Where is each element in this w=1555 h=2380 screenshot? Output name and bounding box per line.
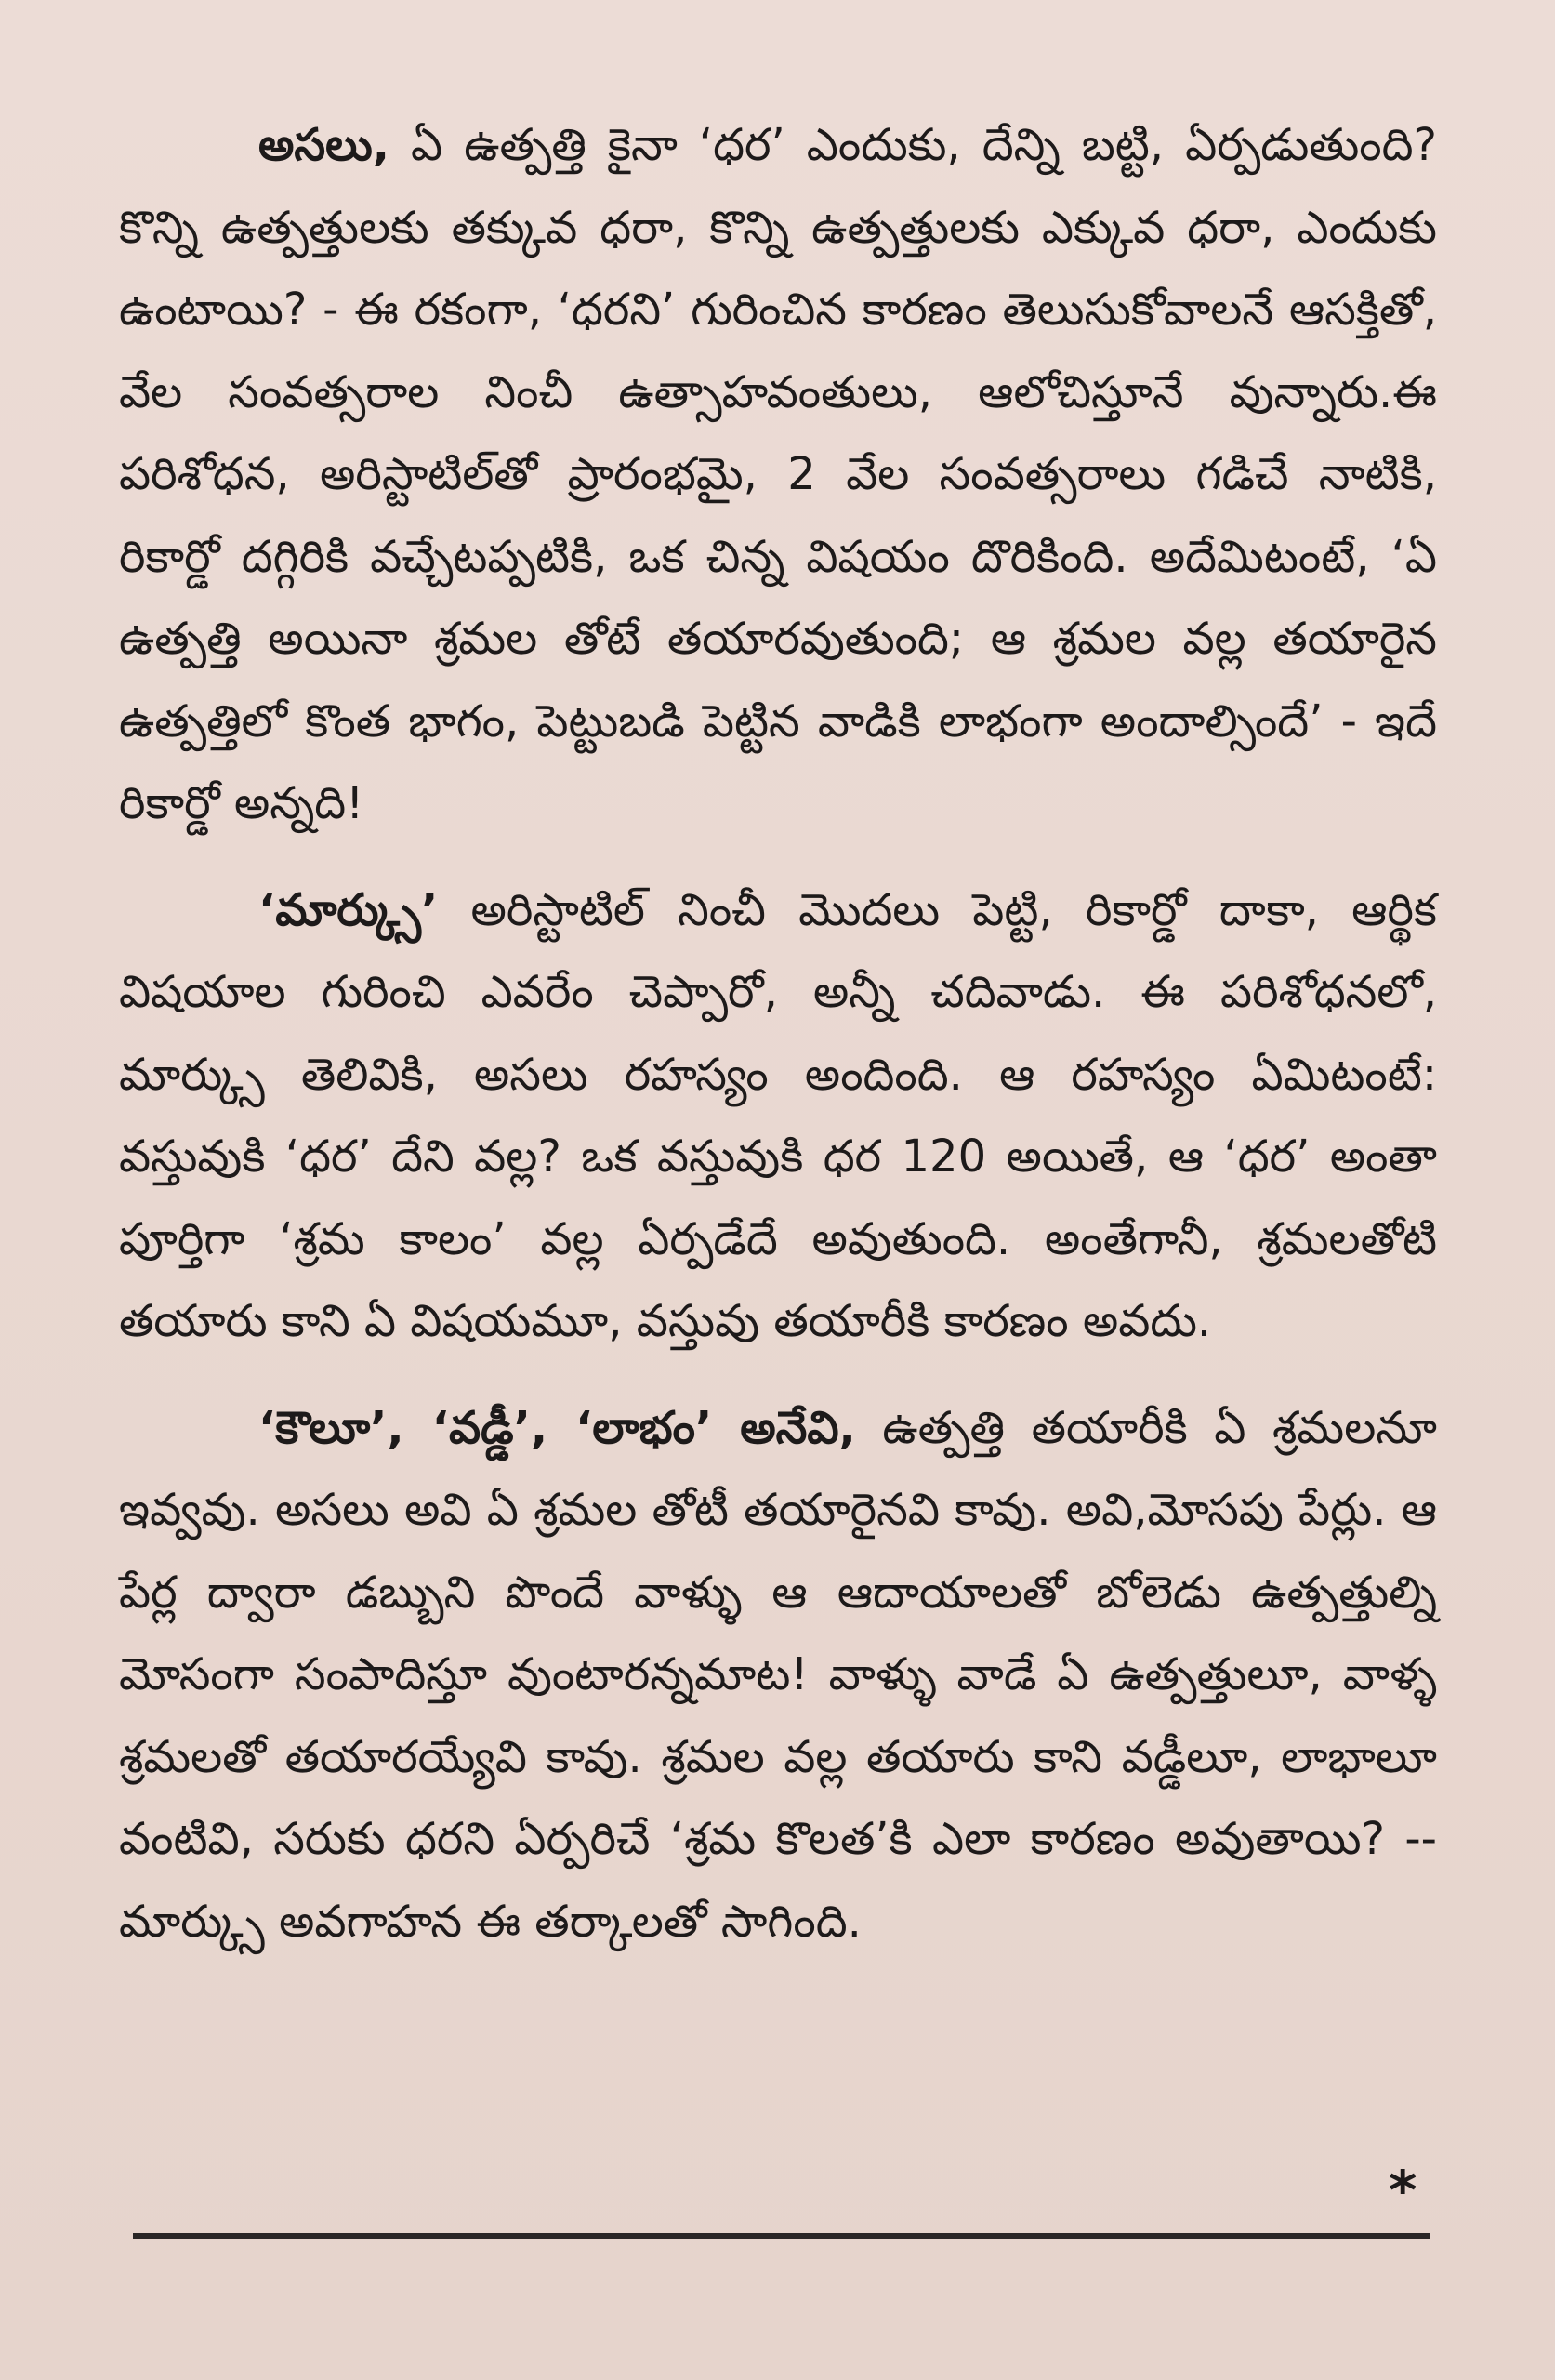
- paragraph-1-lead: అసలు,: [258, 119, 389, 171]
- bottom-divider: [133, 2233, 1430, 2239]
- paragraph-2: [119, 869, 1437, 1363]
- paragraph-2-text: అరిస్టాటిల్ నించీ మొదలు పెట్టి, రికార్డో దాకా, ఆర్థిక విషయాల గురించి ఎవరేం చెప్పారో, అన్నీ చదివాడు. ఈ పరిశోధనలో, మార్క్సు తెలివికి, అసలు రహస్యం అందింది. ఆ రహస్యం ఏమిటంటే: వస్తువుకి ‘ధర’ దేని వల్ల? ఒక వస్తువుకి ధర 120 అయితే, ఆ ‘ధర’ అంతా పూర్తిగా ‘శ్రమ కాలం’ వల్ల ఏర్పడేదే అవుతుంది. అంతేగానీ, శ్రమలతోటి తయారు కాని ఏ విషయమూ, వస్తువు తయారీకి కారణం అవదు.: [119, 883, 1437, 1347]
- paragraph-3-text: ఉత్పత్తి తయారీకి ఏ శ్రమలనూ ఇవ్వవు. అసలు అవి ఏ శ్రమల తోటీ తయారైనవి కావు. అవి,మోసపు పేర్లు. ఆ పేర్ల ద్వారా డబ్బుని పొందే వాళ్ళు ఆ ఆదాయాలతో బోలెడు ఉత్పత్తుల్ని మోసంగా సంపాదిస్తూ వుంటారన్నమాట! వాళ్ళు వాడే ఏ ఉత్పత్తులూ, వాళ్ళ శ్రమలతో తయారయ్యేవి కావు. శ్రమల వల్ల తయారు కాని వడ్డీలూ, లాభాలూ వంటివి, సరుకు ధరని ఏర్పరిచే ‘శ్రమ కొలత’కి ఎలా కారణం అవుతాయి? -- మార్క్సు అవగాహన ఈ తర్కాలతో సాగింది.: [119, 1401, 1437, 1948]
- paragraph-1-text: ఏ ఉత్పత్తి కైనా ‘ధర’ ఎందుకు, దేన్ని బట్టి, ఏర్పడుతుంది? కొన్ని ఉత్పత్తులకు తక్కువ ధరా, కొన్ని ఉత్పత్తులకు ఎక్కువ ధరా, ఎందుకు ఉంటాయి? - ఈ రకంగా, ‘ధరని’ గురించిన కారణం తెలుసుకోవాలనే ఆసక్తితో, వేల సంవత్సరాల నించీ ఉత్సాహవంతులు, ఆలోచిస్తూనే వున్నారు.ఈ పరిశోధన, అరిస్టాటిల్‌తో ప్రారంభమై, 2 వేల సంవత్సరాలు గడిచే నాటికి, రికార్డో దగ్గిరికి వచ్చేటప్పటికి, ఒక చిన్న విషయం దొరికింది. అదేమిటంటే, ‘ఏ ఉత్పత్తి అయినా శ్రమల తోటే తయారవుతుంది; ఆ శ్రమల వల్ల తయారైన ఉత్పత్తిలో కొంత భాగం, పెట్టుబడి పెట్టిన వాడికి లాభంగా అందాల్సిందే’ - ఇదే రికార్డో అన్నది!: [119, 119, 1437, 829]
- document-page: [119, 104, 1437, 1987]
- end-mark: *: [1389, 2159, 1417, 2222]
- paragraph-3-lead: ‘కౌలూ’, ‘వడ్డీ’, ‘లాభం’ అనేవి,: [258, 1401, 856, 1454]
- paragraph-2-lead: ‘మార్క్సు’: [258, 883, 439, 936]
- paragraph-3: [119, 1387, 1437, 1964]
- paragraph-1: [119, 104, 1437, 845]
